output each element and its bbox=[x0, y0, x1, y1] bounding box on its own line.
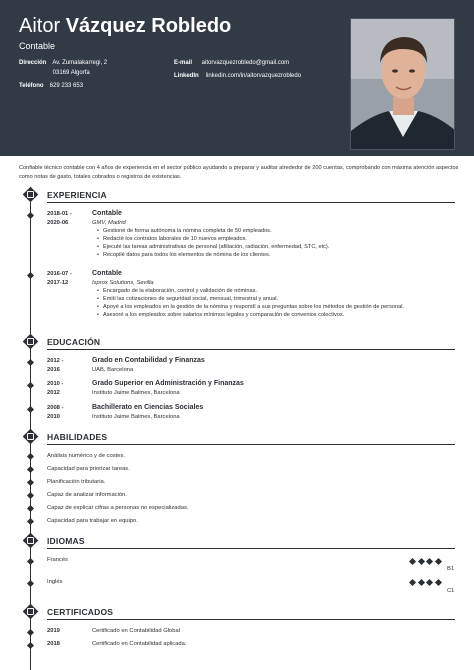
skill-item: Capaz de analizar información. bbox=[47, 492, 127, 498]
job-task: • Redacté los contratos laborales de 10 nuevos empleados. bbox=[98, 235, 452, 243]
briefcase-icon bbox=[23, 187, 39, 203]
job-date bbox=[47, 210, 72, 228]
skill-item: Planificación tributaria. bbox=[47, 479, 106, 485]
candidate-name bbox=[19, 15, 231, 38]
section-title-skills: HABILIDADES bbox=[47, 432, 108, 442]
last-name: Vázquez Robledo bbox=[65, 15, 232, 37]
degree-title: Grado Superior en Administración y Finanzas bbox=[92, 380, 244, 387]
job-tasks bbox=[98, 227, 452, 259]
section-title-languages: IDIOMAS bbox=[47, 536, 85, 546]
timeline-dot bbox=[27, 466, 34, 473]
date-start: 2018-01 - bbox=[47, 211, 72, 217]
date-end: 2020-06 bbox=[47, 220, 69, 226]
linkedin-block bbox=[174, 71, 301, 81]
email-label: E-mail bbox=[174, 60, 193, 66]
job-position: Contable bbox=[92, 270, 122, 277]
header-banner bbox=[0, 0, 474, 156]
rating-diamond bbox=[435, 579, 442, 586]
timeline-dot bbox=[27, 212, 34, 219]
timeline-dot bbox=[27, 629, 34, 636]
address-block bbox=[19, 58, 107, 78]
education-date bbox=[47, 404, 63, 422]
date-end: 2010 bbox=[47, 414, 60, 420]
timeline-dot bbox=[27, 382, 34, 389]
job-entry bbox=[92, 209, 452, 259]
section-divider bbox=[47, 349, 455, 350]
job-company: Isprox Solutions, Sevilla bbox=[92, 280, 154, 286]
degree-title: Grado en Contabilidad y Finanzas bbox=[92, 357, 205, 364]
date-end: 2016 bbox=[47, 367, 60, 373]
certificate-name: Certificado en Contabilidad aplicada. bbox=[92, 641, 187, 647]
job-date bbox=[47, 270, 72, 288]
job-task: • Gestioné de forma autónoma la nómina completa de 50 empleados. bbox=[98, 227, 452, 235]
date-start: 2010 - bbox=[47, 381, 64, 387]
timeline-dot bbox=[27, 453, 34, 460]
address-line1: Av. Zumalakarregi, 2 bbox=[52, 60, 108, 66]
skill-item: Capacidad para priorizar tareas. bbox=[47, 466, 130, 472]
language-level: C1 bbox=[447, 588, 455, 594]
language-rating bbox=[410, 580, 444, 585]
school-name: Instituto Jaime Balmes, Barcelona bbox=[92, 414, 180, 420]
skill-item: Capaz de explicar cifras a personas no especializadas. bbox=[47, 505, 189, 511]
section-divider bbox=[47, 202, 455, 203]
certificate-year: 2018 bbox=[47, 641, 60, 647]
certificate-icon bbox=[23, 604, 39, 620]
education-entry bbox=[92, 379, 452, 397]
linkedin-value[interactable]: linkedin.com/in/aitorvazquezrobledo bbox=[205, 73, 302, 79]
profile-photo bbox=[350, 18, 455, 150]
rating-diamond bbox=[409, 558, 416, 565]
timeline-dot bbox=[27, 492, 34, 499]
address-label: Dirección bbox=[19, 60, 47, 66]
section-divider bbox=[47, 619, 455, 620]
certificate-name: Certificado en Contabilidad Global bbox=[92, 628, 180, 634]
date-end: 2017-12 bbox=[47, 280, 69, 286]
language-level: B1 bbox=[447, 566, 455, 572]
candidate-role: Contable bbox=[19, 41, 56, 51]
timeline-dot bbox=[27, 406, 34, 413]
job-tasks bbox=[98, 287, 452, 319]
rating-diamond bbox=[409, 579, 416, 586]
job-entry bbox=[92, 269, 452, 319]
section-title-experience: EXPERIENCIA bbox=[47, 190, 107, 200]
profile-summary: Confiable técnico contable con 4 años de experiencia en el sector público ayudando a preparar y auditar alrededor de 200 cuentas, comprobando con máxima atención aspectos como notas de gasto, totales cobrados o registros de existencias. bbox=[19, 165, 459, 180]
school-name: UAB, Barcelona bbox=[92, 367, 134, 373]
skill-item: Análisis numérico y de costes. bbox=[47, 453, 125, 459]
job-task: • Ejecuté las tareas administrativas de personal (afiliación, radiación, enfermedad, STC, etc). bbox=[98, 243, 452, 251]
education-entry bbox=[92, 403, 452, 421]
timeline-dot bbox=[27, 272, 34, 279]
first-name: Aitor bbox=[19, 15, 61, 37]
job-task: • Apoyé a los empleados en la gestión de la nómina y respondí a sus preguntas sobre los métodos de gestión de personal. bbox=[98, 303, 452, 311]
skills-icon bbox=[23, 429, 39, 445]
graduation-cap-icon bbox=[23, 334, 39, 350]
email-block bbox=[174, 58, 289, 68]
phone-label: Teléfono bbox=[19, 83, 44, 89]
timeline-dot bbox=[27, 558, 34, 565]
address-line2: 03169 Algorfa bbox=[52, 70, 90, 76]
phone-value: 629 233 653 bbox=[49, 83, 84, 89]
date-start: 2012 - bbox=[47, 358, 64, 364]
date-start: 2008 - bbox=[47, 405, 64, 411]
education-date bbox=[47, 357, 63, 375]
rating-diamond bbox=[418, 579, 425, 586]
job-task: • Recopilé datos para todos los elementos de nómina de los clientes. bbox=[98, 251, 452, 259]
section-title-education: EDUCACIÓN bbox=[47, 337, 101, 347]
linkedin-label: LinkedIn bbox=[174, 73, 199, 79]
language-rating bbox=[410, 559, 444, 564]
job-position: Contable bbox=[92, 210, 122, 217]
section-title-certificates: CERTIFICADOS bbox=[47, 607, 114, 617]
education-date bbox=[47, 380, 63, 398]
timeline-dot bbox=[27, 580, 34, 587]
timeline-dot bbox=[27, 479, 34, 486]
phone-block bbox=[19, 81, 83, 91]
school-name: Instituto Jaime Balmes, Barcelona bbox=[92, 390, 180, 396]
job-task: • Asesoré a los empleados sobre salarios mínimos legales y comparación de convenios colectivos. bbox=[98, 311, 452, 319]
degree-title: Bachillerato en Ciencias Sociales bbox=[92, 404, 204, 411]
rating-diamond bbox=[426, 579, 433, 586]
job-task: • Encargado de la elaboración, control y validación de nóminas. bbox=[98, 287, 452, 295]
timeline-dot bbox=[27, 359, 34, 366]
timeline-dot bbox=[27, 642, 34, 649]
timeline-dot bbox=[27, 518, 34, 525]
job-company: GMV, Madrid bbox=[92, 220, 126, 226]
rating-diamond bbox=[435, 558, 442, 565]
flag-icon bbox=[23, 533, 39, 549]
skill-item: Capacidad para trabajar en equipo. bbox=[47, 518, 138, 524]
section-divider bbox=[47, 444, 455, 445]
job-task: • Emití las cotizaciones de seguridad social, mensual, trimestral y anual. bbox=[98, 295, 452, 303]
language-name: Inglés bbox=[47, 579, 63, 585]
language-name: Francés bbox=[47, 557, 68, 563]
certificate-year: 2019 bbox=[47, 628, 60, 634]
section-divider bbox=[47, 548, 455, 549]
rating-diamond bbox=[426, 558, 433, 565]
education-entry bbox=[92, 356, 452, 374]
date-start: 2016-07 - bbox=[47, 271, 72, 277]
email-value[interactable]: aitorvazquezrobledo@gmail.com bbox=[201, 60, 290, 66]
rating-diamond bbox=[418, 558, 425, 565]
date-end: 2012 bbox=[47, 390, 60, 396]
timeline-dot bbox=[27, 505, 34, 512]
